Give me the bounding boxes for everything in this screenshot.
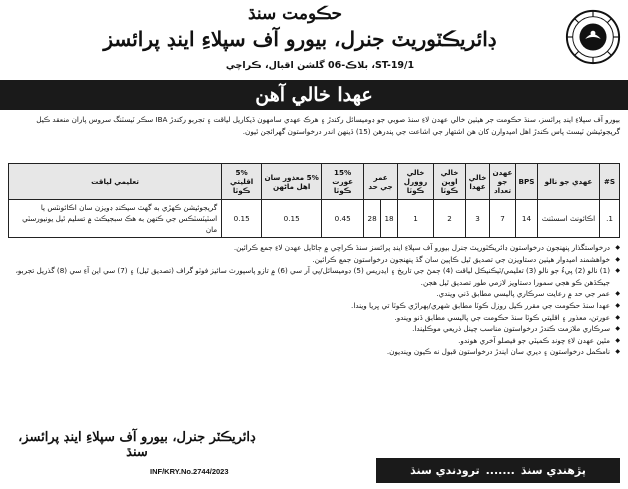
cell-count: 7 — [490, 200, 516, 238]
list-item: ◆ نامڪمل درخواستون ۽ ديري سان ايندڙ درخواستون قبول نه ڪيون وينديون. — [8, 346, 620, 358]
cell-rural: 1 — [398, 200, 434, 238]
vacancy-table — [8, 163, 620, 238]
cell-disabled: 0.15 — [262, 200, 322, 238]
list-item: ◆ (1) نالو (2) پيءُ جو نالو (3) تعليمي/ٽيڪنيڪل لياقت (4) ڄمڻ جي تاريخ ۽ ايڊريس (5) ڊوميسائل/پي آر سي (6) ۾ تازو پاسپورٽ سائيز فوٽو گراف (تصديق ٿيل) ۽ (7) سي اين آءِ سي (8) گذريل تجربو، جيڪڏهن ڪو هجي سمورا دستاويز لازمي طور تصديق ٿيل هجن. — [8, 265, 620, 288]
cell-bps: 14 — [516, 200, 538, 238]
col-women: 15% عورت ڪوٽا — [322, 164, 364, 200]
cell-women: 0.45 — [322, 200, 364, 238]
col-count: عهدن جو تعداد — [490, 164, 516, 200]
government-seal-icon — [564, 8, 622, 66]
list-item: ◆ عمر جي حد ۾ رعايت سرڪاري پاليسي مطابق ڏني ويندي. — [8, 288, 620, 300]
vacancy-title: عهدا خالي آهن — [255, 84, 373, 106]
table-header-row — [9, 164, 620, 200]
col-post: عهدي جو نالو — [538, 164, 600, 200]
col-open: خالي اوپن ڪوٽا — [434, 164, 466, 200]
col-qualification: تعليمي لياقت — [9, 164, 222, 200]
list-item: ◆ عهدا سنڌ حڪومت جي مقرر ڪيل روزل ڪوٽا مطابق شهري/ٻهراڙي ڪوٽا تي ڀريا ويندا. — [8, 300, 620, 312]
col-disabled: 5% معذور سان اهل ماڻهن — [262, 164, 322, 200]
intro-paragraph: بيورو آف سپلاءِ اينڊ پرائسز، سنڌ حڪومت جر هيٺين خالي عهدن لاءِ سنڌ صوبي جو ڊوميسائل رکندڙ ۽ هرڪ عهدي سامهون ڏيکاريل لياقت ۽ تجربو رکندڙ IBA سڪر ٽيسٽنگ سروس پاران منعقد ڪيل گريجوئيشن ٽيسٽ پاس ڪندڙ اهل اميدوارن کان هن اشتهار جي اشاعت جي پندرهن (15) ڏينهن اندر درخواستون گهرائجن ٿيون. — [36, 115, 620, 136]
col-age: عمر جي حد — [364, 164, 398, 200]
col-vacant: خالي عهدا — [466, 164, 490, 200]
col-sno: S# — [600, 164, 620, 200]
reference-number: INF/KRY.No.2744/2023 — [150, 467, 229, 476]
government-title: حڪومت سنڌ — [247, 4, 343, 24]
col-minority: 5% اقليتي ڪوٽا — [222, 164, 262, 200]
list-item: ◆ سرڪاري ملازمت ڪندڙ درخواستون مناسب چينل ذريعي موڪليندا. — [8, 323, 620, 335]
list-item: ◆ مٿين عهدن لاءِ چونڊ ڪميٽي جو فيصلو آخري هوندو. — [8, 335, 620, 347]
list-item: ◆ درخواستگذار پنهنجون درخواستون ڊائريڪٽوريٽ جنرل بيورو آف سپلاءِ اينڊ پرائسز سنڌ ڪراچي ۾ ڄاڻايل عهدن لاءِ جمع ڪرائين. — [8, 242, 620, 254]
cell-open: 2 — [434, 200, 466, 238]
slogan-left: پڙهندي سنڌ — [520, 464, 586, 477]
col-rural: خالي روورل ڪوٽا — [398, 164, 434, 200]
vacancy-banner — [0, 80, 628, 110]
cell-sno: 1. — [600, 200, 620, 238]
slogan-right: ترودندي سنڌ — [410, 464, 480, 477]
table-row — [9, 200, 620, 238]
slogan-dots: ....... — [485, 464, 515, 477]
cell-qualification: گريجوئيشن ڪهڙي به گهٽ سيڪنڊ ڊويزن سان اڪائونٽس يا اسٽيٽسٽڪس جي ڪنهن به هڪ سبجيڪٽ ۾ تسليم ٿيل يونيورسٽي مان — [9, 200, 222, 238]
list-item: ◆ عورتن، معذور ۽ اقليتي ڪوٽا سنڌ حڪومت جي پاليسي مطابق ڏنو ويندو. — [8, 312, 620, 324]
cell-age-max: 28 — [364, 200, 381, 238]
directorate-title: ڊائريڪٽوريٽ جنرل، بيورو آف سپلاءِ اينڊ پرائسز — [103, 27, 497, 51]
col-bps: BPS — [516, 164, 538, 200]
office-address: ST-19/1، بلاڪ-06 گلشن اقبال، ڪراچي — [225, 60, 415, 71]
cell-minority: 0.15 — [222, 200, 262, 238]
cell-age-min: 18 — [381, 200, 398, 238]
cell-post: اڪائونٽ اسسٽنٽ — [538, 200, 600, 238]
signatory: ڊائريڪٽر جنرل، بيورو آف سپلاءِ اينڊ پرائسز، سنڌ — [18, 430, 256, 460]
slogan-box — [376, 458, 620, 483]
list-item: ◆ خواهشمند اميدوار هيٺين دستاويزن جي تصديق ٿيل ڪاپين سان گڏ پنهنجون درخواستون جمع ڪرائين. — [8, 254, 620, 266]
instructions-list — [8, 242, 620, 358]
cell-vacant: 3 — [466, 200, 490, 238]
